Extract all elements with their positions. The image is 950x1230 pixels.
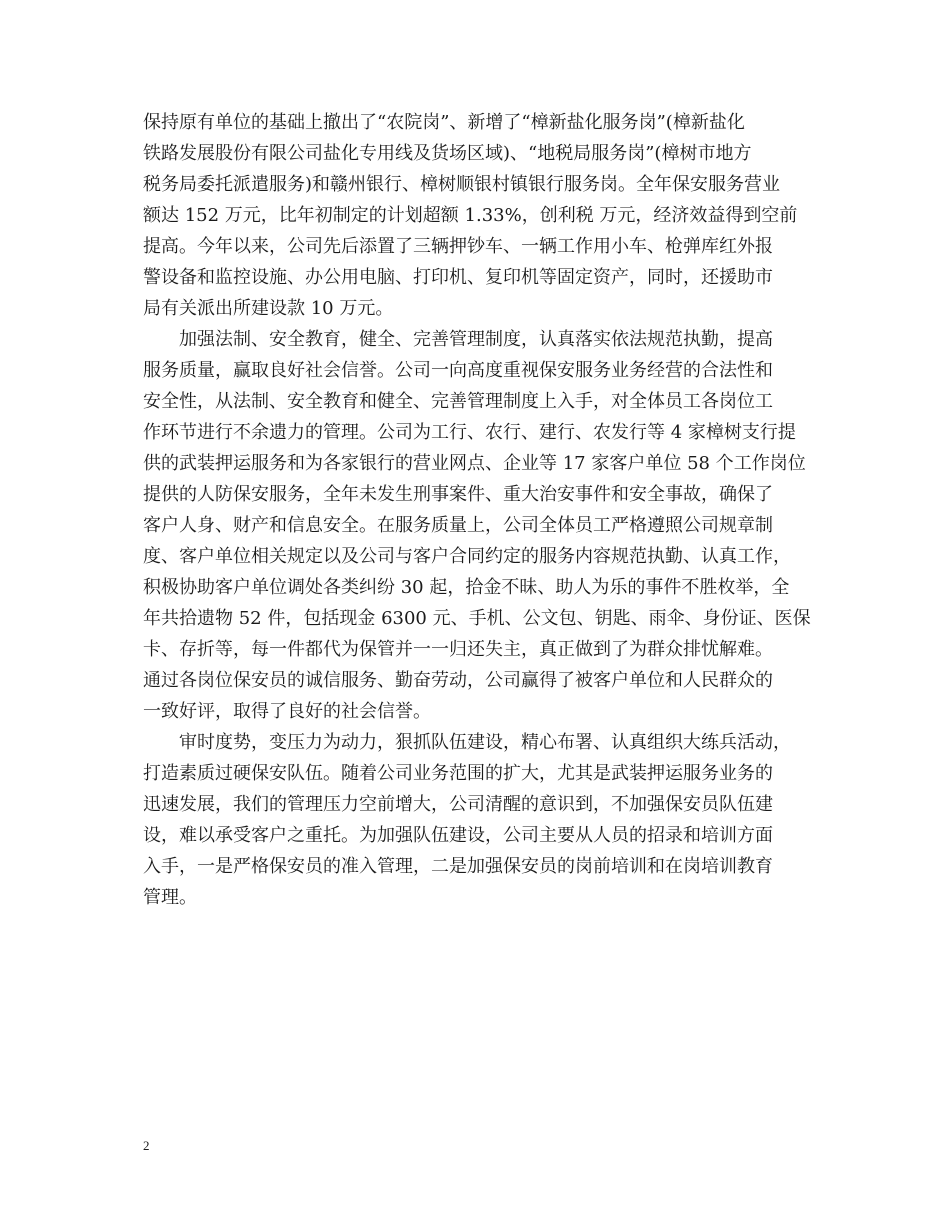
text-line: 年共拾遗物 52 件，包括现金 6300 元、手机、公文包、钥匙、雨伞、身份证、医保 [143, 608, 811, 629]
paragraph-2 [143, 324, 818, 727]
text-line: 警设备和监控设施、办公用电脑、打印机、复印机等固定资产，同时，还援助市 [143, 267, 773, 288]
text-line: 服务质量，赢取良好社会信誉。公司一向高度重视保安服务业务经营的合法性和 [143, 360, 773, 381]
text-line: 客户人身、财产和信息安全。在服务质量上，公司全体员工严格遵照公司规章制 [143, 515, 773, 536]
text-line: 审时度势，变压力为动力，狠抓队伍建设，精心布署、认真组织大练兵活动， [143, 732, 791, 753]
text-line: 作环节进行不余遗力的管理。公司为工行、农行、建行、农发行等 4 家樟树支行提 [143, 422, 796, 443]
paragraph-1 [143, 107, 818, 324]
page-number: 2 [143, 1138, 150, 1153]
text-line: 提高。今年以来，公司先后添置了三辆押钞车、一辆工作用小车、枪弹库红外报 [143, 236, 773, 257]
text-line: 入手，一是严格保安员的准入管理，二是加强保安员的岗前培训和在岗培训教育 [143, 856, 773, 877]
text-line: 卡、存折等，每一件都代为保管并一一归还失主，真正做到了为群众排忧解难。 [143, 639, 773, 660]
text-line: 安全性，从法制、安全教育和健全、完善管理制度上入手，对全体员工各岗位工 [143, 391, 773, 412]
text-line: 提供的人防保安服务，全年未发生刑事案件、重大治安事件和安全事故，确保了 [143, 484, 773, 505]
text-line: 度、客户单位相关规定以及公司与客户合同约定的服务内容规范执勤、认真工作， [143, 546, 791, 567]
body-text [143, 107, 818, 913]
text-line: 积极协助客户单位调处各类纠纷 30 起，拾金不昧、助人为乐的事件不胜枚举，全 [143, 577, 790, 598]
text-line: 管理。 [143, 887, 197, 908]
text-line: 保持原有单位的基础上撤出了“农院岗”、新增了“樟新盐化服务岗”(樟新盐化 [143, 112, 745, 133]
text-line: 通过各岗位保安员的诚信服务、勤奋劳动，公司赢得了被客户单位和人民群众的 [143, 670, 773, 691]
text-line: 设，难以承受客户之重托。为加强队伍建设，公司主要从人员的招录和培训方面 [143, 825, 773, 846]
text-line: 额达 152 万元，比年初制定的计划超额 1.33%，创利税 万元，经济效益得到空前 [143, 205, 798, 226]
text-line: 迅速发展，我们的管理压力空前增大，公司清醒的意识到，不加强保安员队伍建 [143, 794, 773, 815]
text-line: 供的武装押运服务和为各家银行的营业网点、企业等 17 家客户单位 58 个工作岗位 [143, 453, 806, 474]
paragraph-3 [143, 727, 818, 913]
text-line: 打造素质过硬保安队伍。随着公司业务范围的扩大，尤其是武装押运服务业务的 [143, 763, 773, 784]
text-line: 税务局委托派遣服务)和赣州银行、樟树顺银村镇银行服务岗。全年保安服务营业 [143, 174, 781, 195]
text-line: 一致好评，取得了良好的社会信誉。 [143, 701, 431, 722]
text-line: 加强法制、安全教育，健全、完善管理制度，认真落实依法规范执勤，提高 [143, 329, 773, 350]
text-line: 局有关派出所建设款 10 万元。 [143, 298, 394, 319]
text-line: 铁路发展股份有限公司盐化专用线及货场区域)、“地税局服务岗”(樟树市地方 [143, 143, 752, 164]
